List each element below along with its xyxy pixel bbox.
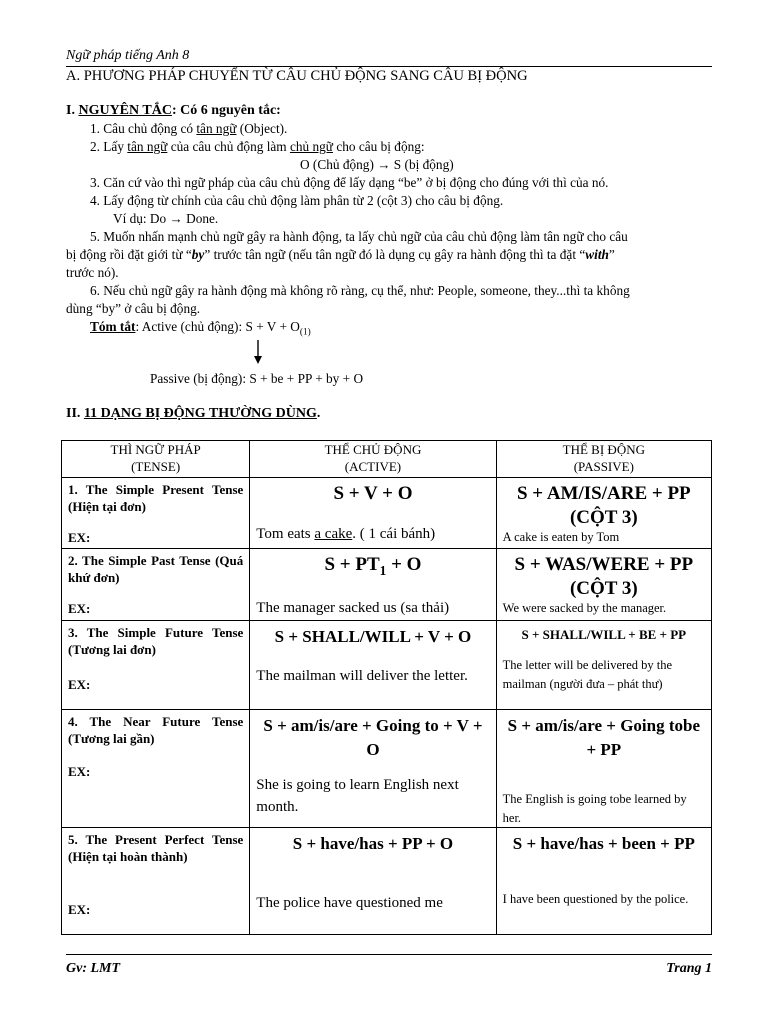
rule-2-formula: O (Chủ động) → S (bị động) <box>300 157 454 172</box>
rule-2: 2. Lấy tân ngữ của câu chủ động làm chủ ngữ cho câu bị động: <box>90 139 425 154</box>
table-header-row <box>62 441 712 478</box>
table-row <box>62 478 712 549</box>
footer-page-number: Trang 1 <box>666 961 712 976</box>
passive-cell: S + am/is/are + Going tobe + PP The English is going tobe learned by her. <box>496 710 711 828</box>
rule-5-line2: bị động rồi đặt giới từ “by” trước tân ngữ (nếu tân ngữ đó là dụng cụ gây ra hành động thì ta đặt “with” <box>66 247 615 262</box>
active-cell: S + SHALL/WILL + V + O The mailman will deliver the letter. <box>250 621 496 710</box>
table-row <box>62 549 712 621</box>
tense-cell: 1. The Simple Present Tense (Hiện tại đơn) EX: <box>62 478 250 549</box>
tense-cell: 2. The Simple Past Tense (Quá khứ đơn) EX: <box>62 549 250 621</box>
passive-forms-table <box>61 440 712 935</box>
tense-cell: 3. The Simple Future Tense (Tương lai đơn) EX: <box>62 621 250 710</box>
active-cell: S + am/is/are + Going to + V + O She is going to learn English next month. <box>250 710 496 828</box>
header-title: Ngữ pháp tiếng Anh 8 <box>66 48 190 63</box>
rule-6-line1: 6. Nếu chủ ngữ gây ra hành động mà không rõ ràng, cụ thể, như: People, someone, they...thì ta không <box>90 283 630 298</box>
header-active: THỂ CHỦ ĐỘNG (ACTIVE) <box>250 441 496 478</box>
page-header <box>66 46 712 67</box>
passive-cell: S + SHALL/WILL + BE + PP The letter will be delivered by the mailman (người đưa – phát thư) <box>496 621 711 710</box>
rule-4-example: Ví dụ: Do → Done. <box>113 211 219 226</box>
table-row <box>62 621 712 710</box>
section2-heading: II. 11 DẠNG BỊ ĐỘNG THƯỜNG DÙNG. <box>66 406 321 421</box>
page-footer <box>66 954 712 979</box>
rule-6-line2: dùng “by” ở câu bị động. <box>66 301 201 316</box>
summary-active: Tóm tắt: Active (chủ động): $S + V + O_{(1)}$ <box>90 319 311 338</box>
down-arrow-icon <box>254 340 262 364</box>
passive-cell: S + WAS/WERE + PP (CỘT 3) We were sacked by the manager. <box>496 549 711 621</box>
active-cell: S + V + O Tom eats a cake. ( 1 cái bánh) <box>250 478 496 549</box>
table-row <box>62 710 712 828</box>
main-title: A. PHƯƠNG PHÁP CHUYỂN TỪ CÂU CHỦ ĐỘNG SANG CÂU BỊ ĐỘNG <box>66 68 528 84</box>
table-row <box>62 828 712 935</box>
summary-passive: Passive (bị động): S + be + PP + by + O <box>150 371 364 386</box>
section1-heading: I. NGUYÊN TẮC: Có 6 nguyên tắc: <box>66 103 281 118</box>
rule-1: 1. Câu chủ động có tân ngữ (Object). <box>90 121 288 136</box>
rule-5-line1: 5. Muốn nhấn mạnh chủ ngữ gây ra hành động, ta lấy chủ ngữ của câu chủ động làm tân ngữ cho câu <box>90 229 628 244</box>
passive-cell: S + AM/IS/ARE + PP (CỘT 3) A cake is eaten by Tom <box>496 478 711 549</box>
active-cell: S + have/has + PP + O The police have questioned me <box>250 828 496 935</box>
header-passive: THỂ BỊ ĐỘNG (PASSIVE) <box>496 441 711 478</box>
tense-cell: 5. The Present Perfect Tense (Hiện tại hoàn thành) EX: <box>62 828 250 935</box>
rule-3: 3. Căn cứ vào thì ngữ pháp của câu chủ động để lấy dạng “be” ở bị động cho đúng với thì của nó. <box>90 175 609 190</box>
rule-4: 4. Lấy động từ chính của câu chủ động làm phân từ 2 (cột 3) cho câu bị động. <box>90 193 504 208</box>
tense-cell: 4. The Near Future Tense (Tương lai gần) EX: <box>62 710 250 828</box>
passive-cell: S + have/has + been + PP I have been questioned by the police. <box>496 828 711 935</box>
rule-5-line3: trước nó). <box>66 265 119 280</box>
active-cell: $S + PT_1 + O$ The manager sacked us (sa thải) <box>250 549 496 621</box>
header-tense: THÌ NGỮ PHÁP (TENSE) <box>62 441 250 478</box>
footer-author: Gv: LMT <box>66 961 121 976</box>
